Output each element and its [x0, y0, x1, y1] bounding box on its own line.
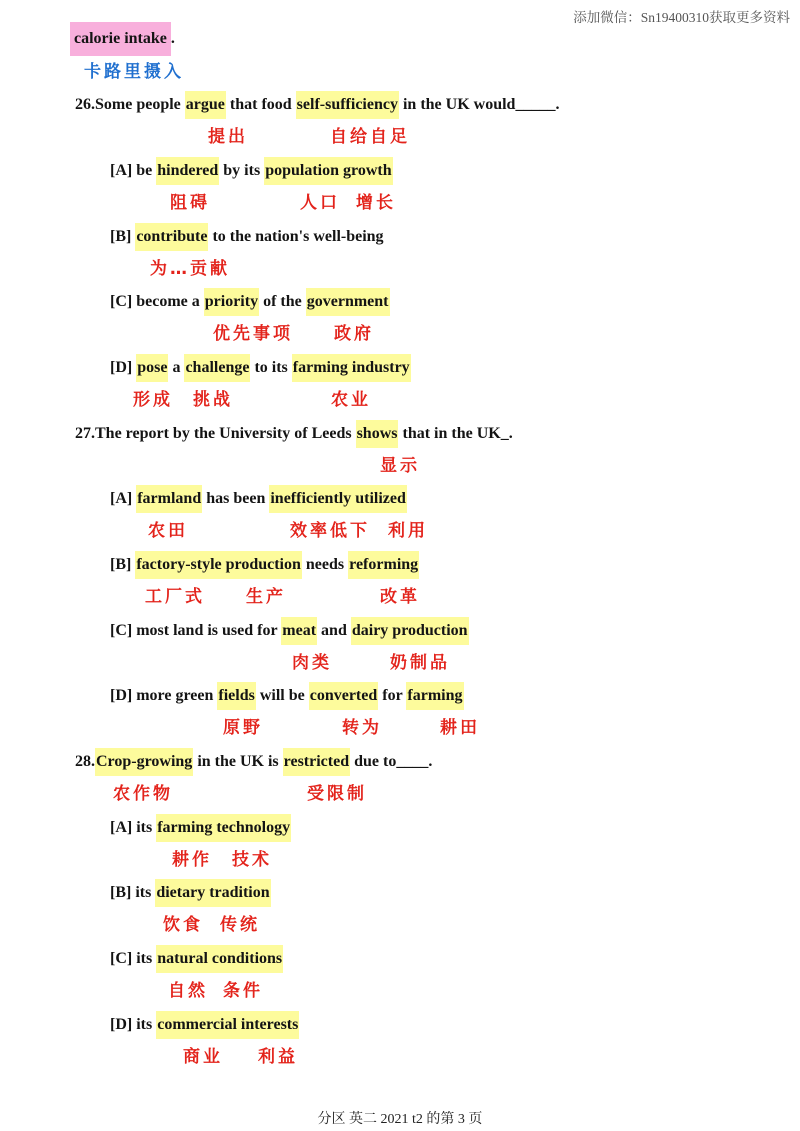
translation-note: 奶制品: [390, 653, 450, 673]
option-text: by its: [219, 162, 265, 179]
translation-note: 人口: [300, 193, 340, 213]
intro-line: [70, 22, 175, 56]
option-text: [C] most land is used for: [110, 622, 282, 639]
intro-trailing: .: [170, 30, 175, 47]
option-27-c: [110, 617, 469, 645]
highlighted-term: factory-style production: [135, 551, 302, 579]
translation-note: 显示: [380, 456, 420, 476]
highlighted-term: argue: [185, 91, 226, 119]
highlighted-term: farming: [406, 682, 463, 710]
contact-note: 添加微信：Sn19400310获取更多资料: [573, 10, 790, 25]
page-footer: 分区 英二 2021 t2 的第 3 页: [317, 1112, 483, 1127]
stem-text: that in the UK_.: [398, 425, 513, 442]
translation-note: 阻碍: [170, 193, 210, 213]
translation-note: 优先事项: [213, 324, 293, 344]
highlighted-term: dietary tradition: [155, 879, 270, 907]
highlighted-term: challenge: [184, 354, 250, 382]
highlighted-term: meat: [281, 617, 317, 645]
option-text: and: [317, 622, 351, 639]
translation-note: 条件: [223, 981, 263, 1001]
option-27-a: [110, 485, 407, 513]
translation-note: 改革: [380, 587, 420, 607]
highlighted-term: converted: [309, 682, 379, 710]
translation-note: 耕作: [172, 850, 212, 870]
highlighted-term: natural conditions: [156, 945, 283, 973]
option-text: [C] become a: [110, 293, 204, 310]
option-text: to its: [250, 359, 292, 376]
option-text: [D] its: [110, 1016, 157, 1033]
translation-note: 工厂式: [145, 587, 205, 607]
pink-highlighted-term: calorie intake: [70, 22, 171, 56]
option-text: will be: [255, 687, 309, 704]
option-text: of the: [259, 293, 306, 310]
highlighted-term: Crop-growing: [95, 748, 193, 776]
question-26-stem: [75, 91, 559, 119]
question-27-stem: [75, 420, 513, 448]
option-text: [B]: [110, 228, 136, 245]
option-text: [B] its: [110, 884, 156, 901]
intro-translation: 卡路里摄入: [84, 62, 184, 82]
highlighted-term: government: [306, 288, 390, 316]
highlighted-term: farmland: [136, 485, 202, 513]
option-28-a: [110, 814, 291, 842]
translation-note: 商业: [183, 1047, 223, 1067]
option-27-d: [110, 682, 464, 710]
option-26-b: [110, 223, 384, 251]
highlighted-term: contribute: [135, 223, 208, 251]
translation-note: 原野: [223, 718, 263, 738]
stem-text: 26.Some people: [75, 96, 185, 113]
translation-note: 受限制: [307, 784, 367, 804]
stem-text: in the UK is: [193, 753, 283, 770]
translation-note: 技术: [232, 850, 272, 870]
option-text: [A] its: [110, 819, 157, 836]
translation-note: 耕田: [440, 718, 480, 738]
highlighted-term: priority: [204, 288, 259, 316]
highlighted-term: population growth: [264, 157, 392, 185]
option-text: [D]: [110, 359, 137, 376]
highlighted-term: fields: [217, 682, 255, 710]
option-26-d: [110, 354, 411, 382]
option-28-d: [110, 1011, 299, 1039]
option-26-c: [110, 288, 390, 316]
stem-text: 27.The report by the University of Leeds: [75, 425, 356, 442]
highlighted-term: inefficiently utilized: [269, 485, 407, 513]
translation-note: 肉类: [292, 653, 332, 673]
translation-note: 利益: [258, 1047, 298, 1067]
translation-note: 为…贡献: [150, 259, 230, 279]
option-text: a: [168, 359, 185, 376]
translation-note: 利用: [388, 521, 428, 541]
highlighted-term: reforming: [348, 551, 419, 579]
translation-note: 政府: [334, 324, 374, 344]
option-26-a: [110, 157, 393, 185]
stem-text: that food: [225, 96, 296, 113]
option-text: [C] its: [110, 950, 157, 967]
option-text: has been: [202, 490, 270, 507]
option-text: needs: [301, 556, 349, 573]
option-text: [B]: [110, 556, 136, 573]
translation-note: 效率低下: [290, 521, 370, 541]
translation-note: 农作物: [113, 784, 173, 804]
translation-note: 农业: [331, 390, 371, 410]
option-text: for: [378, 687, 407, 704]
question-28-stem: [75, 748, 432, 776]
highlighted-term: pose: [136, 354, 168, 382]
highlighted-term: hindered: [156, 157, 219, 185]
option-text: [A]: [110, 490, 137, 507]
option-28-c: [110, 945, 283, 973]
translation-note: 饮食: [163, 915, 203, 935]
highlighted-term: restricted: [283, 748, 350, 776]
translation-note: 挑战: [193, 390, 233, 410]
option-text: [D] more green: [110, 687, 218, 704]
translation-note: 自然: [168, 981, 208, 1001]
stem-text: due to____.: [350, 753, 433, 770]
option-27-b: [110, 551, 419, 579]
highlighted-term: farming technology: [156, 814, 291, 842]
translation-note: 转为: [342, 718, 382, 738]
highlighted-term: self-sufficiency: [296, 91, 399, 119]
highlighted-term: shows: [356, 420, 399, 448]
option-28-b: [110, 879, 271, 907]
translation-note: 形成: [133, 390, 173, 410]
translation-note: 传统: [220, 915, 260, 935]
translation-note: 生产: [246, 587, 286, 607]
option-text: to the nation's well-being: [208, 228, 384, 245]
stem-text: in the UK would_____.: [398, 96, 560, 113]
highlighted-term: dairy production: [351, 617, 469, 645]
translation-note: 自给自足: [330, 127, 410, 147]
highlighted-term: commercial interests: [156, 1011, 299, 1039]
option-text: [A] be: [110, 162, 157, 179]
translation-note: 农田: [148, 521, 188, 541]
translation-note: 提出: [208, 127, 248, 147]
translation-note: 增长: [356, 193, 396, 213]
highlighted-term: farming industry: [292, 354, 411, 382]
stem-text: 28.: [75, 753, 95, 770]
